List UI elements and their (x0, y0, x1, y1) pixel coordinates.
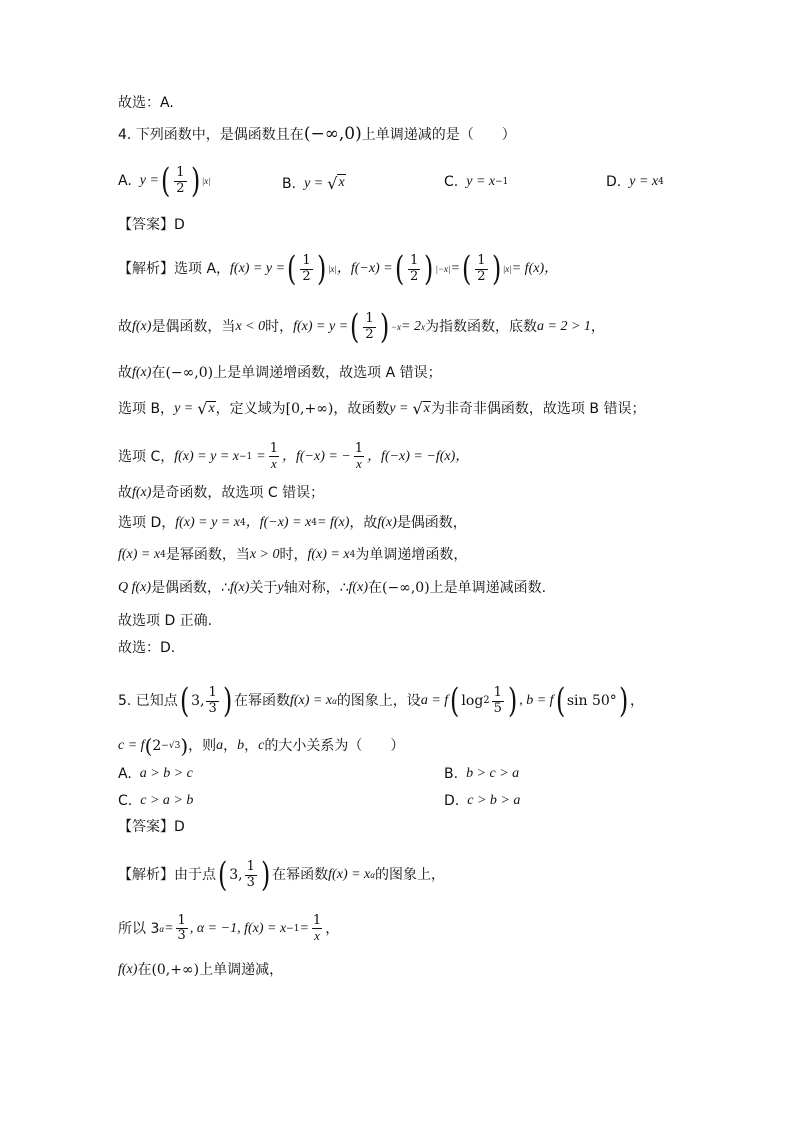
q4-option-d: D. y = x 4 (606, 174, 664, 190)
q5-option-c: C. c > a > b (118, 793, 194, 809)
q4-solution-line-3: 故 f(x) 在 (−∞,0) 上是单调递增函数，故选项 A 错误； (118, 365, 442, 381)
q5-solution-line-1: 【解析】由于点 ( 3, $\frac{1}{3}$ ) 在幂函数 f(x) = x α 的图象上， (118, 855, 445, 895)
q5-answer: 【答案】D (118, 819, 185, 835)
question-5-stem-line-2: c = f ( 2 −√3 ) ，则 a ， b ， c 的大小关系为（ ） (118, 734, 405, 758)
q5-solution-line-3: f(x) 在 (0,+∞) 上单调递减， (118, 962, 284, 978)
q4-solution-line-4: 选项 B， y = √ x ，定义域为 [0,+∞) ，故函数 y = √ x 为非奇非偶函数，故选项 B 错误； (118, 399, 646, 418)
q5-solution-line-2: 所以 3 α = $\frac{1}{3}$ , α = −1, f(x) = x −1 = $\frac{1}{x}$ ， (118, 913, 340, 944)
q4-solution-line-11: 故选：D. (118, 640, 176, 656)
q4-solution-line-2: 故 f(x) 是偶函数，当 x < 0 时， f(x) = y = ( $\frac{1}{2}$ ) −x = 2 x 为指数函数，底数 a = 2 > 1 ， (118, 307, 605, 347)
q4-solution-line-10: 故选项 D 正确. (118, 613, 213, 629)
question-4-stem: 4. 下列函数中，是偶函数且在 (−∞,0) 上单调递减的是（ ） (118, 124, 516, 144)
q4-solution-line-1: 【解析】选项 A， f(x) = y = ( $\frac{1}{2}$ ) |x| ，f(−x) = ( $\frac{1}{2}$ ) |−x| = ( $\frac{1}{2}$ ) |x| = f(x)， (118, 249, 559, 289)
q4-solution-line-8: f(x) = x 4 是幂函数，当 x > 0 时， f(x) = x 4 为单调递增函数， (118, 547, 468, 563)
q4-option-b: B. y = √ x (282, 174, 345, 193)
q4-solution-line-9: Q f(x) 是偶函数，∴ f(x) 关于 y 轴对称，∴ f(x) 在 (−∞,0) 上是单调递减函数. (118, 580, 547, 596)
q4-solution-line-6: 故 f(x) 是奇函数，故选项 C 错误； (118, 485, 325, 501)
q4-solution-line-5: 选项 C， f(x) = y = x −1 = $\frac{1}{x}$ ，f(−x) = − $\frac{1}{x}$ ，f(−x) = −f(x)， (118, 441, 470, 472)
question-5-stem-line-1: 5. 已知点 ( 3, $\frac{1}{3}$ ) 在幂函数 f(x) = x α 的图象上，设 a = f ( log 2 $\frac{1}{5}$ ) , b = f ( sin 50° ) ， (118, 681, 645, 721)
answer-line-prev: 故选：A. (118, 95, 174, 111)
q4-option-a: A. y = ( $\frac{1}{2}$ ) |x| (118, 161, 211, 201)
q4-option-c: C. y = x −1 (444, 174, 509, 190)
q4-solution-line-7: 选项 D， f(x) = y = x 4 ，f(−x) = x 4 = f(x) ，故 f(x) 是偶函数， (118, 515, 467, 531)
q4-answer: 【答案】D (118, 217, 185, 233)
q5-option-a: A. a > b > c (118, 766, 193, 782)
q5-option-b: B. b > c > a (444, 766, 520, 782)
q5-option-d: D. c > b > a (444, 793, 521, 809)
